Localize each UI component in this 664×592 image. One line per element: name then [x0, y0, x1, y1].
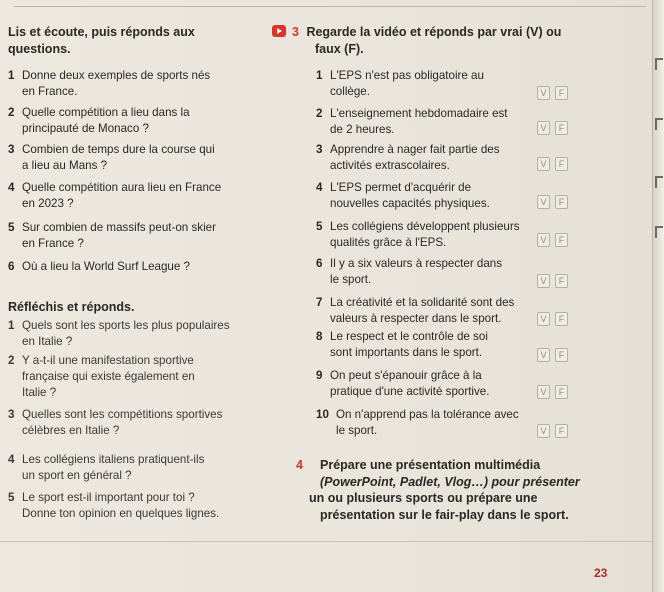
- page-number: 23: [594, 566, 608, 580]
- true-checkbox[interactable]: V: [537, 157, 550, 171]
- true-checkbox[interactable]: V: [537, 424, 550, 438]
- ex3-item-5-vf: [537, 233, 568, 247]
- true-checkbox[interactable]: V: [537, 312, 550, 326]
- ex3-item-5: 5 Les collégiens développent plusieurs qualités grâce à l'EPS.: [316, 220, 520, 249]
- bottom-divider: [0, 541, 652, 542]
- false-checkbox[interactable]: F: [555, 233, 568, 247]
- ex1-question-2: 2 Quelle compétition a lieu dans la principauté de Monaco ?: [8, 106, 190, 135]
- ex3-item-7-vf: [537, 312, 568, 326]
- ex3-item-2-vf: [537, 121, 568, 135]
- ex3-item-3: 3 Apprendre à nager fait partie des activités extrascolaires.: [316, 143, 500, 172]
- false-checkbox[interactable]: F: [555, 385, 568, 399]
- ex3-item-10: 10 On n'apprend pas la tolérance avec le sport.: [316, 408, 519, 437]
- ex1-question-6: 6 Où a lieu la World Surf League ?: [8, 260, 190, 273]
- ex2-question-2: 2 Y a-t-il une manifestation sportive française qui existe également en Italie ?: [8, 354, 195, 399]
- ex2-question-1: 1 Quels sont les sports les plus populaires en Italie ?: [8, 319, 230, 348]
- ex3-item-1-vf: [537, 86, 568, 100]
- adjacent-page-edge: [652, 0, 664, 592]
- ex3-item-8: 8 Le respect et le contrôle de soi sont importants dans le sport.: [316, 330, 488, 359]
- false-checkbox[interactable]: F: [555, 195, 568, 209]
- ex3-item-6: 6 Il y a six valeurs à respecter dans le sport.: [316, 257, 503, 286]
- true-checkbox[interactable]: V: [537, 385, 550, 399]
- false-checkbox[interactable]: F: [555, 157, 568, 171]
- true-checkbox[interactable]: V: [537, 233, 550, 247]
- ex1-question-3: 3 Combien de temps dure la course qui a lieu au Mans ?: [8, 143, 215, 172]
- false-checkbox[interactable]: F: [555, 312, 568, 326]
- ex3-number: 3: [292, 25, 299, 39]
- ex3-item-9-vf: [537, 385, 568, 399]
- true-checkbox[interactable]: V: [537, 348, 550, 362]
- ex3-item-8-vf: [537, 348, 568, 362]
- ex3-item-4: 4 L'EPS permet d'acquérir de nouvelles capacités physiques.: [316, 181, 490, 210]
- ex4-instructions: 4 Prépare une présentation multimédia (PowerPoint, Padlet, Vlog…) pour présenter un ou plusieurs sports ou prépare une présentation sur le fair-play dans le sport.: [296, 458, 580, 522]
- top-divider: [14, 6, 646, 7]
- ex1-instructions: Lis et écoute, puis réponds aux questions.: [8, 25, 195, 56]
- ex3-item-4-vf: [537, 195, 568, 209]
- ex2-instructions: Réfléchis et réponds.: [8, 300, 135, 314]
- ex3-item-2: 2 L'enseignement hebdomadaire est de 2 heures.: [316, 107, 508, 136]
- ex2-question-4: 4 Les collégiens italiens pratiquent-ils un sport en général ?: [8, 453, 205, 482]
- true-checkbox[interactable]: V: [537, 274, 550, 288]
- ex3-item-9: 9 On peut s'épanouir grâce à la pratique d'une activité sportive.: [316, 369, 490, 398]
- ex3-instructions: 3 Regarde la vidéo et réponds par vrai (V) ou faux (F).: [272, 24, 632, 58]
- false-checkbox[interactable]: F: [555, 274, 568, 288]
- false-checkbox[interactable]: F: [555, 424, 568, 438]
- ex3-item-7: 7 La créativité et la solidarité sont des valeurs à respecter dans le sport.: [316, 296, 515, 325]
- true-checkbox[interactable]: V: [537, 195, 550, 209]
- false-checkbox[interactable]: F: [555, 86, 568, 100]
- video-play-icon[interactable]: [272, 25, 286, 37]
- ex4-number: 4: [296, 458, 303, 472]
- false-checkbox[interactable]: F: [555, 121, 568, 135]
- true-checkbox[interactable]: V: [537, 121, 550, 135]
- false-checkbox[interactable]: F: [555, 348, 568, 362]
- ex3-item-6-vf: [537, 274, 568, 288]
- ex1-question-1: 1 Donne deux exemples de sports nés en France.: [8, 69, 211, 98]
- ex2-question-5: 5 Le sport est-il important pour toi ? Donne ton opinion en quelques lignes.: [8, 491, 220, 520]
- ex3-item-1: 1 L'EPS n'est pas obligatoire au collège.: [316, 69, 484, 98]
- ex3-item-10-vf: [537, 424, 568, 438]
- ex3-item-3-vf: [537, 157, 568, 171]
- true-checkbox[interactable]: V: [537, 86, 550, 100]
- ex1-question-5: 5 Sur combien de massifs peut-on skier en France ?: [8, 221, 216, 250]
- ex2-question-3: 3 Quelles sont les compétitions sportives célèbres en Italie ?: [8, 408, 223, 437]
- ex1-question-4: 4 Quelle compétition aura lieu en France en 2023 ?: [8, 181, 222, 210]
